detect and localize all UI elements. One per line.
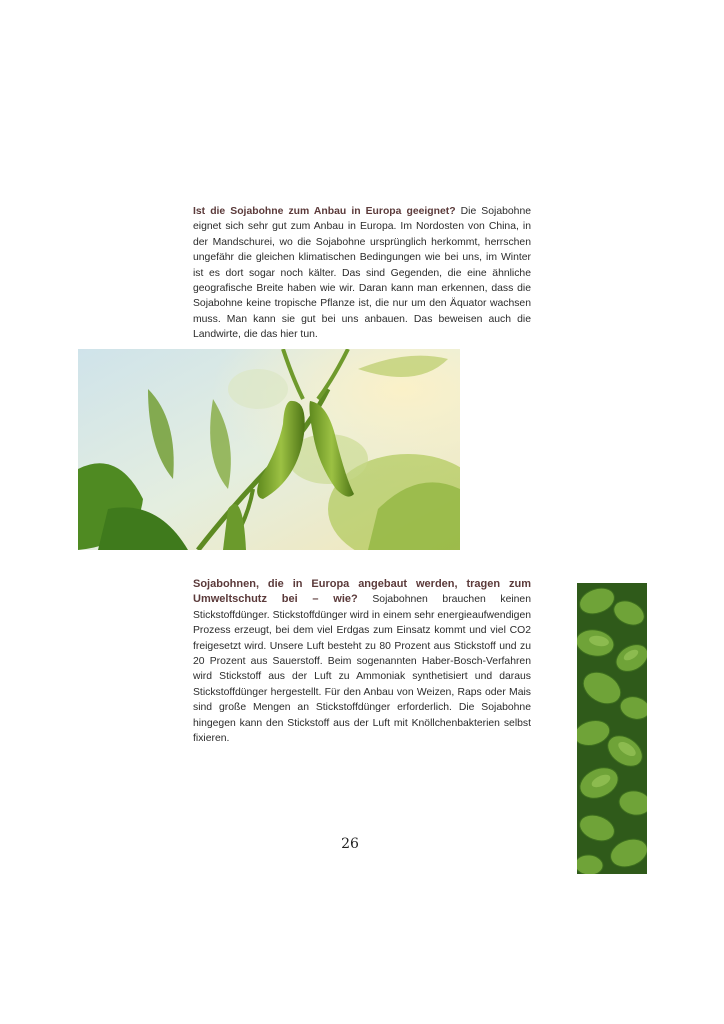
question-heading-1: Ist die Sojabohne zum Anbau in Europa geeignet?	[193, 206, 456, 217]
soybean-pods-photo	[78, 349, 460, 550]
paragraph-soy-environment	[193, 577, 531, 746]
page-number: 26	[341, 836, 359, 852]
answer-text-2: Sojabohnen brauchen keinen Stickstoffdünger. Stickstoffdünger wird in einem sehr energieaufwendigen Prozess erzeugt, bei dem viel Erdgas zum Einsatz kommt und viel CO2 freigesetzt wird. Unsere Luft besteht zu 80 Prozent aus Stickstoff und zu 20 Prozent aus Sauerstoff. Beim sogenannten Haber-Bosch-Verfahren wird Stickstoff aus der Luft zu Ammoniak synthetisiert und daraus Stickstoffdünger hergestellt. Für den Anbau von Weizen, Raps oder Mais sind große Mengen an Stickstoffdünger erforderlich. Die Sojabohne hingegen kann den Stickstoff aus der Luft mit Knöllchenbakterien selbst fixieren.	[193, 594, 531, 745]
question-heading-2: Sojabohnen, die in Europa angebaut werden, tragen zum Umweltschutz bei – wie?	[193, 578, 531, 606]
paragraph-soy-cultivation-europe	[193, 204, 531, 343]
answer-text-1: Die Sojabohne eignet sich sehr gut zum Anbau in Europa. Im Nordosten von China, in der Mandschurei, wo die Sojabohne ursprünglich herkommt, herrschen ungefähr die gleichen klimatischen Bedingungen wie bei uns, im Winter ist es dort sogar noch kälter. Das sind Gegenden, die eine ähnliche geografische Breite haben wie wir. Daran kann man erkennen, dass die Sojabohne keine tropische Pflanze ist, die nur um den Äquator wachsen muss. Man kann sie gut bei uns anbauen. Das beweisen auch die Landwirte, die das hier tun.	[193, 206, 532, 341]
soy-leaves-photo-strip	[577, 583, 647, 874]
